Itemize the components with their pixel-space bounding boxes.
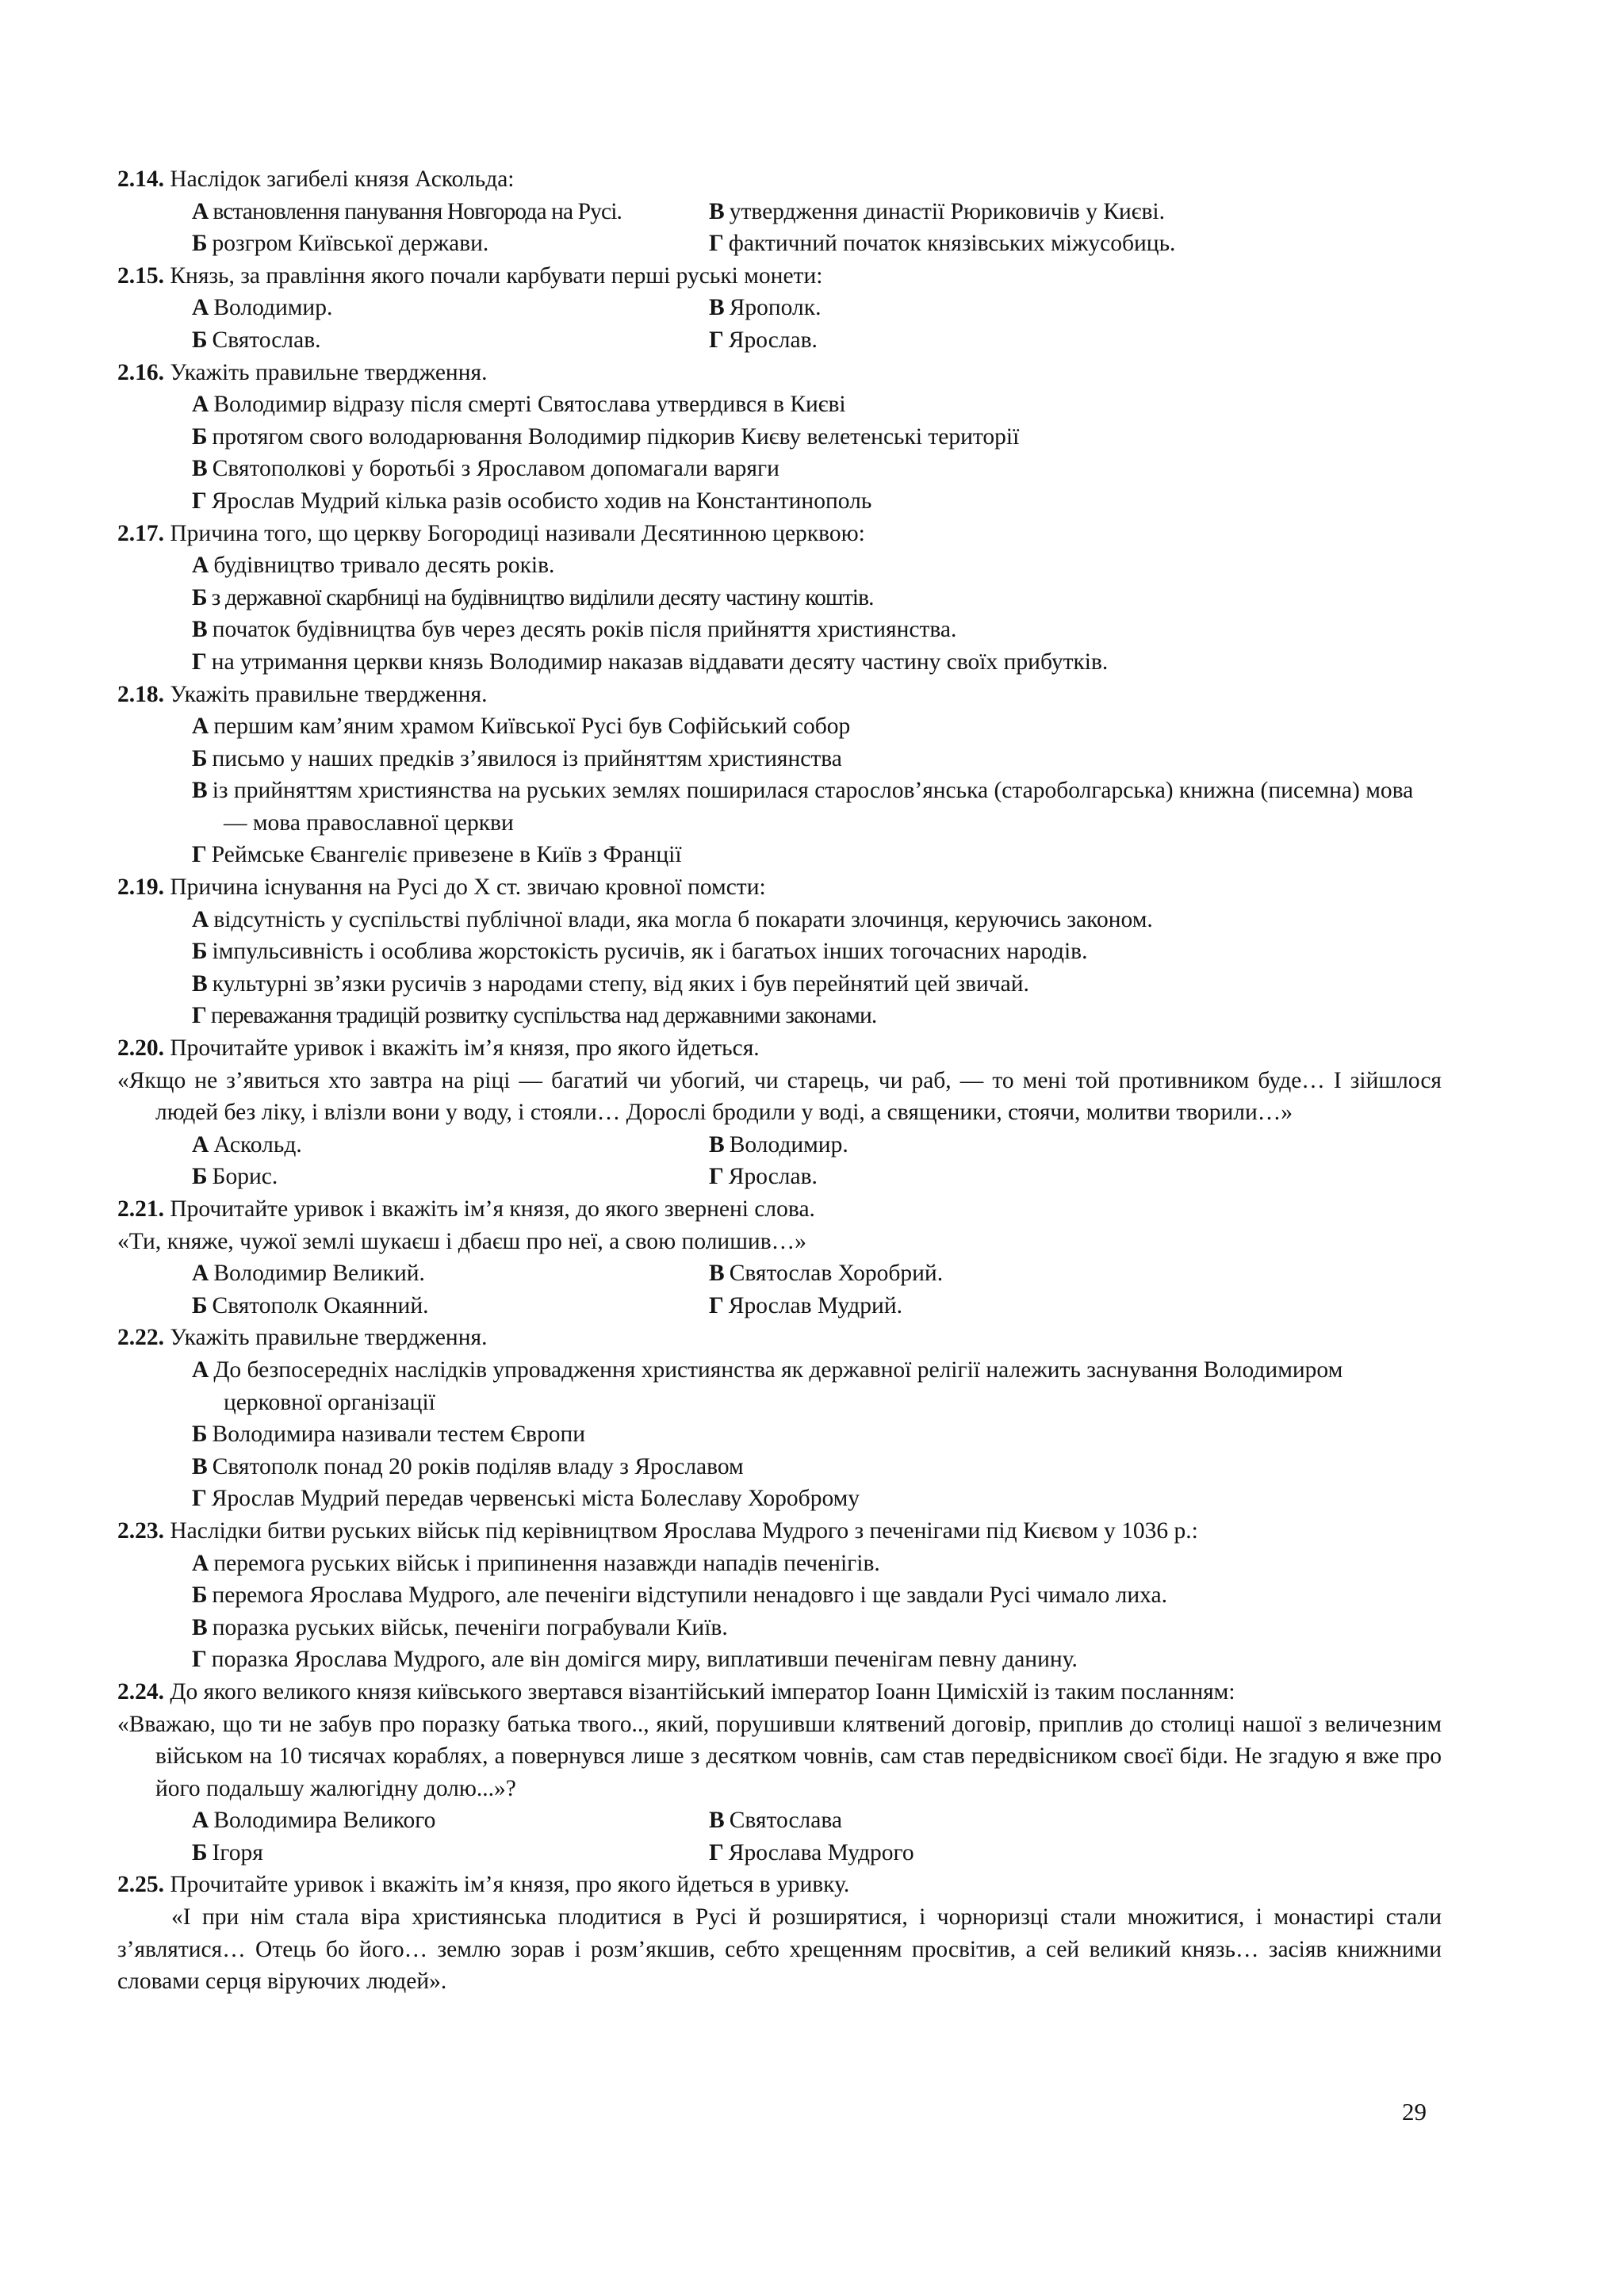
question-text: Прочитайте уривок і вкажіть ім’я князя, про якого йдеться. <box>170 1035 760 1062</box>
quote: «Вважаю, що ти не забув про поразку батька твого.., який, порушивши клятвений договір, приплив до столиці нашої з величезним військом на 10 тисячах кораблях, а повернувся лише з десятком човнів, сам став передвісником своєї біди. Не згадую я вже про його подальшу жалюгідну долю...»? <box>117 1711 1442 1801</box>
question-2-20 <box>117 1032 1442 1065</box>
option-a: А Аскольд. <box>192 1131 302 1158</box>
question-text: До якого великого князя київського звертався візантійський імператор Іоанн Цимісхій із таким посланням: <box>170 1678 1235 1705</box>
option-b: Б Святослав. <box>192 327 321 353</box>
option-g: Г Ярослав Мудрий кілька разів особисто ходив на Константинополь <box>192 488 872 514</box>
option-g: Г на утримання церкви князь Володимир наказав віддавати десяту частину своїх прибутків. <box>192 649 1109 675</box>
option-b: Б Борис. <box>192 1164 278 1190</box>
option-g: Г Ярослав Мудрий передав червенські міста Болеславу Хороброму <box>192 1486 860 1512</box>
question-text: Укажіть правильне твердження. <box>170 681 488 707</box>
question-number: 2.16. <box>117 359 164 385</box>
question-number: 2.23. <box>117 1517 164 1544</box>
option-b: Б протягом свого володарювання Володимир підкорив Києву велетенські території <box>192 423 1020 450</box>
option-b: Б розгром Київської держави. <box>192 231 489 257</box>
question-2-22 <box>117 1322 1442 1354</box>
question-text: Князь, за правління якого почали карбувати перші руські монети: <box>170 262 823 289</box>
question-text: Укажіть правильне твердження. <box>170 359 488 385</box>
question-number: 2.21. <box>117 1196 164 1222</box>
option-v: В із прийняттям християнства на руських землях поширилася старослов’янська (староболгарська) книжна (писемна) мова — мова православної церкви <box>192 778 1414 836</box>
option-b: Б Володимира називали тестем Європи <box>192 1422 586 1448</box>
question-number: 2.25. <box>117 1872 164 1898</box>
option-a: А Володимир. <box>192 295 333 321</box>
option-v: В Ярополк. <box>709 295 822 321</box>
question-2-15 <box>117 260 1442 293</box>
question-number: 2.15. <box>117 262 164 289</box>
question-2-21 <box>117 1193 1442 1226</box>
option-v: В утвердження династії Рюриковичів у Києві. <box>709 198 1165 224</box>
question-number: 2.22. <box>117 1325 164 1351</box>
options-2-20 <box>192 1129 1442 1193</box>
question-number: 2.20. <box>117 1035 164 1062</box>
option-v: В Святослав Хоробрий. <box>709 1261 944 1287</box>
question-2-16 <box>117 357 1442 389</box>
option-v: В Святополкові у боротьбі з Ярославом допомагали варяги <box>192 456 779 482</box>
question-2-19 <box>117 871 1442 904</box>
question-text: Причина існування на Русі до X ст. звичаю кровної помсти: <box>170 874 766 901</box>
quote: «І при нім стала віра християнська плодитися в Русі й розширятися, і чорноризці стали множитися, і монастирі стали з’являтися… Отець бо його… землю зорав і розм’якшив, себто хрещенням просвітив, а сей великий князь… засіяв книжними словами серця віруючих людей». <box>117 1904 1442 1995</box>
option-g: Г переважання традицій розвитку суспільства над державними законами. <box>192 1003 877 1029</box>
option-v: В Святополк понад 20 років поділяв владу з Ярославом <box>192 1453 744 1479</box>
option-g: Г Реймське Євангеліє привезене в Київ з Франції <box>192 842 682 868</box>
options-2-14 <box>192 196 1442 260</box>
question-number: 2.18. <box>117 681 164 707</box>
question-2-25 <box>117 1869 1442 1901</box>
quote: «Ти, княже, чужої землі шукаєш і дбаєш про неї, а свою полишив…» <box>117 1228 806 1254</box>
question-2-24 <box>117 1676 1442 1709</box>
option-a: А Володимир Великий. <box>192 1261 425 1287</box>
option-b: Б Ігоря <box>192 1839 263 1866</box>
option-g: Г Ярослава Мудрого <box>709 1839 914 1866</box>
option-v: В культурні зв’язки русичів з народами степу, від яких і був перейнятий цей звичай. <box>192 970 1029 997</box>
option-g: Г поразка Ярослава Мудрого, але він домігся миру, виплативши печенігам певну данину. <box>192 1647 1078 1673</box>
option-a: А першим кам’яним храмом Київської Русі був Софійський собор <box>192 714 851 740</box>
option-g: Г Ярослав Мудрий. <box>709 1292 903 1318</box>
question-2-14 <box>117 163 1442 196</box>
question-number: 2.17. <box>117 520 164 546</box>
question-text: Прочитайте уривок і вкажіть ім’я князя, про якого йдеться в уривку. <box>170 1872 850 1898</box>
option-b: Б імпульсивність і особлива жорстокість русичів, як і багатьох інших тогочасних народів. <box>192 939 1088 965</box>
option-v: В початок будівництва був через десять років після прийняття християнства. <box>192 617 957 643</box>
options-2-15 <box>192 292 1442 356</box>
question-text: Прочитайте уривок і вкажіть ім’я князя, до якого звернені слова. <box>170 1196 815 1222</box>
option-g: Г фактичний початок князівських міжусобиць. <box>709 231 1176 257</box>
question-2-18 <box>117 679 1442 711</box>
option-a: А Володимира Великого <box>192 1808 436 1834</box>
option-a: А будівництво тривало десять років. <box>192 553 555 579</box>
option-a: А Володимир відразу після смерті Святослава утвердився в Києві <box>192 392 846 418</box>
content <box>117 163 1442 1998</box>
question-2-17 <box>117 518 1442 550</box>
question-number: 2.19. <box>117 874 164 901</box>
option-g: Г Ярослав. <box>709 1164 818 1190</box>
question-text: Причина того, що церкву Богородиці називали Десятинною церквою: <box>170 520 865 546</box>
question-text: Укажіть правильне твердження. <box>170 1325 488 1351</box>
option-v: В Володимир. <box>709 1131 848 1158</box>
option-a: А встановлення панування Новгорода на Русі. <box>192 198 622 224</box>
options-2-24 <box>192 1804 1442 1869</box>
option-a: А перемога руських військ і припинення назавжди нападів печенігів. <box>192 1550 880 1576</box>
option-b: Б Святополк Окаянний. <box>192 1292 429 1318</box>
option-b: Б письмо у наших предків з’явилося із прийняттям християнства <box>192 745 842 771</box>
quote: «Якщо не з’явиться хто завтра на ріці — багатий чи убогий, чи старець, чи раб, — то мені той противником буде… І зійшлося людей без ліку, і влізли вони у воду, і стояли… Дорослі бродили у воді, а священики, стоячи, молитви творили…» <box>117 1067 1442 1126</box>
question-2-23 <box>117 1515 1442 1548</box>
option-b: Б перемога Ярослава Мудрого, але печеніги відступили ненадовго і ще завдали Русі чимало лиха. <box>192 1582 1167 1609</box>
option-v: В поразка руських військ, печеніги пограбували Київ. <box>192 1614 728 1640</box>
question-text: Наслідки битви руських військ під керівництвом Ярослава Мудрого з печенігами під Києвом у 1036 р.: <box>170 1517 1198 1544</box>
page-number: 29 <box>1402 2098 1427 2126</box>
option-a: А відсутність у суспільстві публічної влади, яка могла б покарати злочинця, керуючись законом. <box>192 906 1153 932</box>
option-a: А До безпосередніх наслідків упровадження християнства як державної релігії належить заснування Володимиром церковної організації <box>192 1357 1343 1415</box>
option-b: Б з державної скарбниці на будівництво виділили десяту частину коштів. <box>192 584 874 610</box>
options-2-21 <box>192 1257 1442 1322</box>
question-number: 2.14. <box>117 166 164 192</box>
question-number: 2.24. <box>117 1678 164 1705</box>
option-g: Г Ярослав. <box>709 327 818 353</box>
question-text: Наслідок загибелі князя Аскольда: <box>170 166 515 192</box>
option-v: В Святослава <box>709 1808 843 1834</box>
